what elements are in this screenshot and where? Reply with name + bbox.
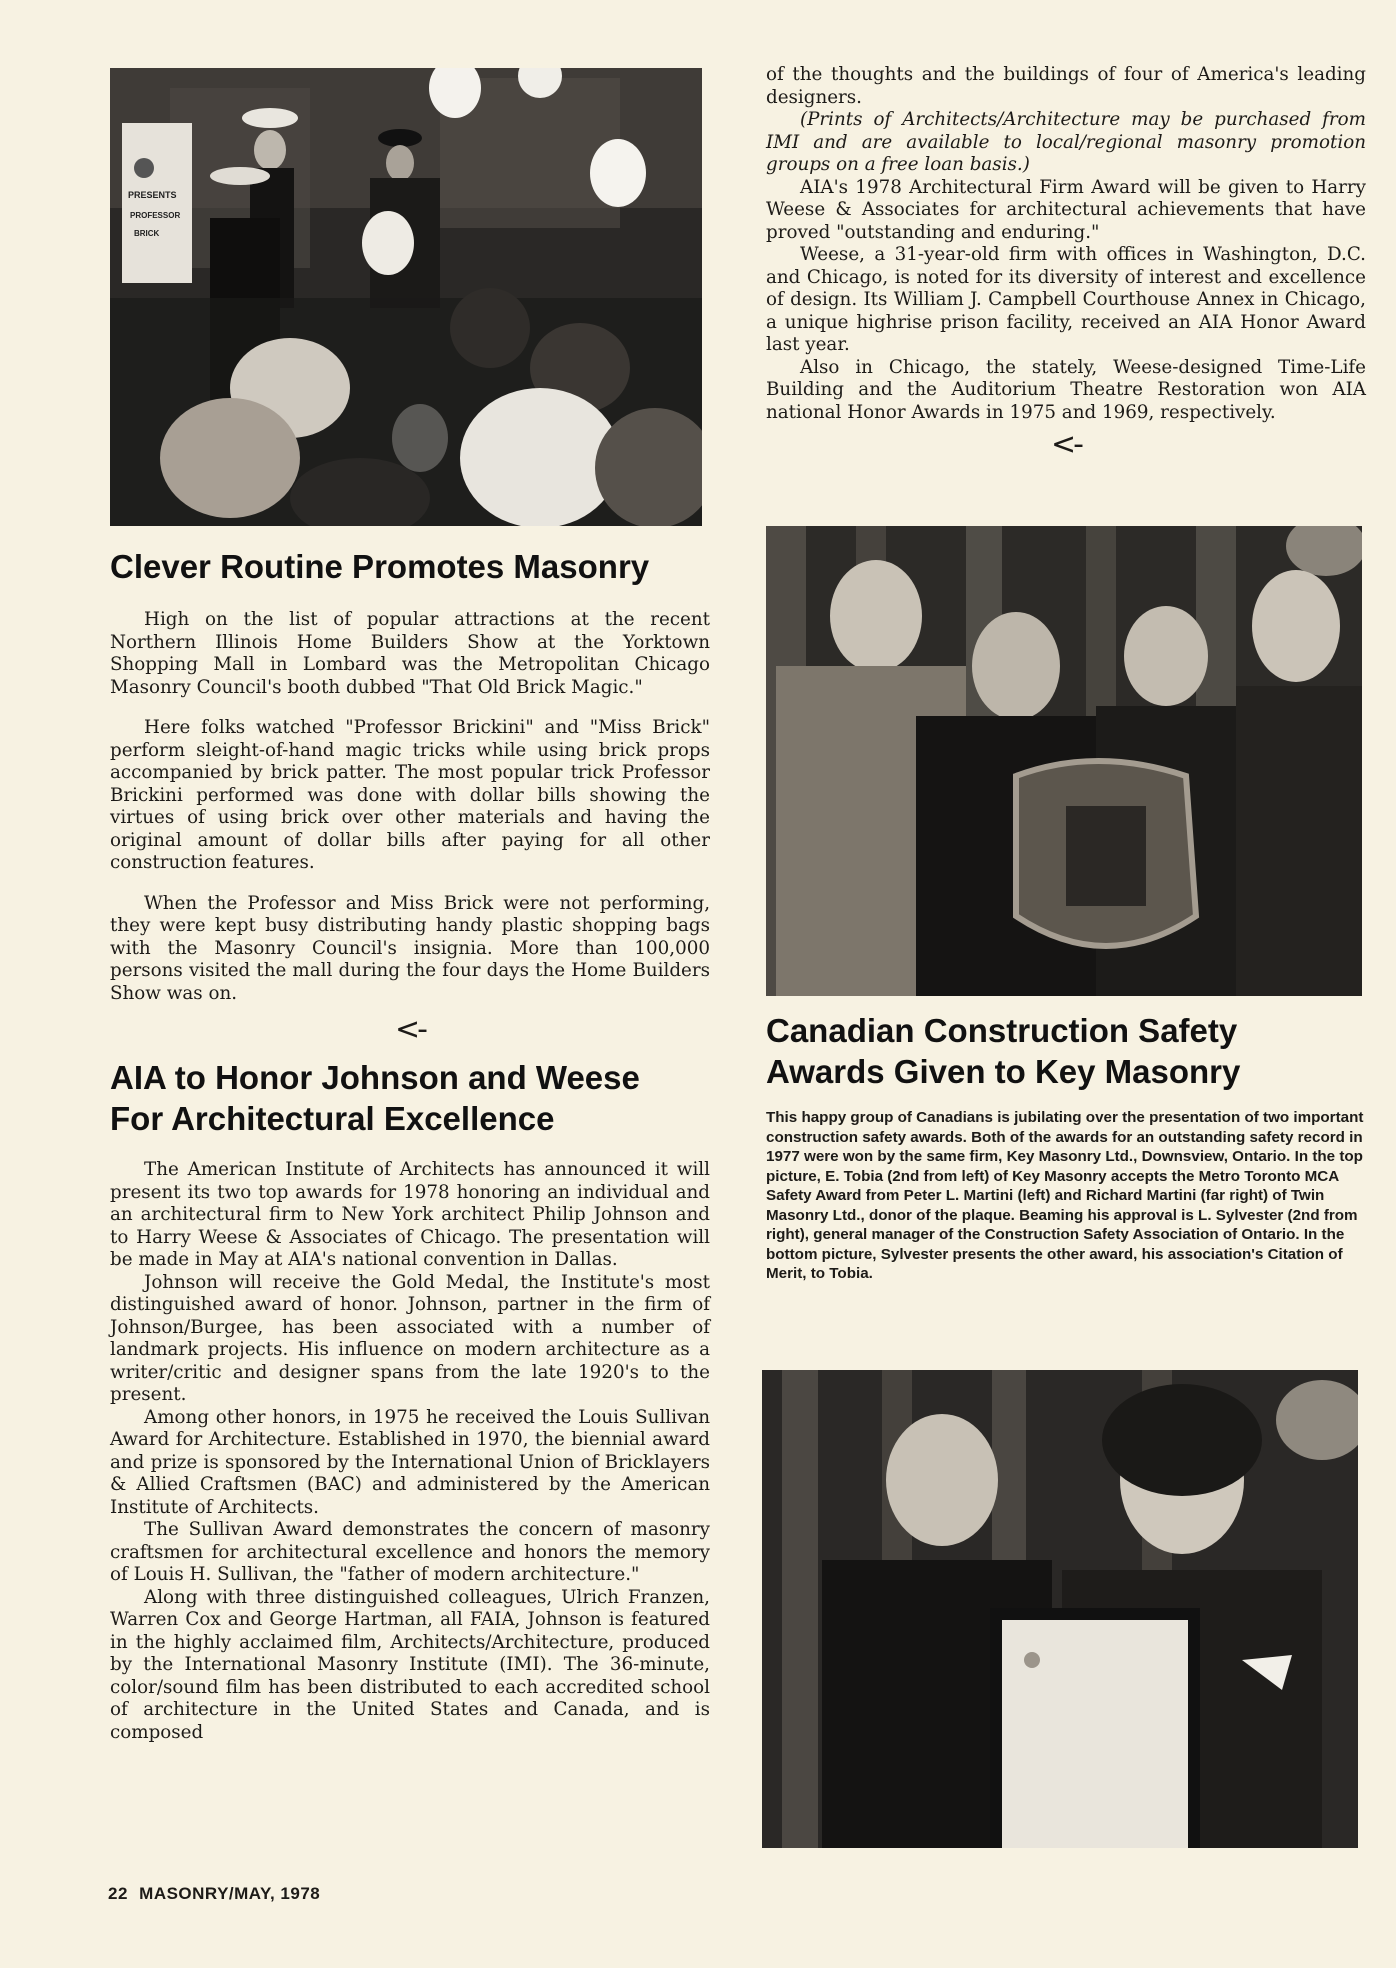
sign-line-2: PROFESSOR — [130, 211, 181, 220]
article2-paragraph-5: Along with three distinguished colleagues, Ulrich Franzen, Warren Cox and George Hartman, all FAIA, Johnson is featured in the highly acclaimed film, Architects/Architecture, produced by the International Masonry Institute (IMI). The 36-minute, color/sound film has been distributed to each accredited school of architecture in the United States and Canada, and is composed — [110, 1586, 710, 1743]
article2-paragraph-3: Among other honors, in 1975 he received the Louis Sullivan Award for Architecture. Established in 1970, the biennial award and prize is sponsored by the International Union of Bricklayers & Allied Craftsmen (BAC) and administered by the American Institute of Architects. — [110, 1406, 710, 1518]
right-column-top — [766, 64, 1366, 460]
publication-line: MASONRY/MAY, 1978 — [139, 1884, 321, 1903]
article2-paragraph-1: The American Institute of Architects has announced it will present its two top awards for 1978 honoring an individual and an architectural firm to New York architect Philip Johnson and to Harry Weese & Associates of Chicago. The presentation will be made in May at AIA's national convention in Dallas. — [110, 1159, 710, 1270]
article3-caption: This happy group of Canadians is jubilating over the presentation of two important construction safety awards. Both of the awards for an outstanding safety record in 1977 were won by the same firm, Key Masonry Ltd., Downsview, Ontario. In the top picture, E. Tobia (2nd from left) of Key Masonry accepts the Metro Toronto MCA Safety Award from Peter L. Martini (left) and Richard Martini (far right) of Twin Masonry Ltd., donor of the plaque. Beaming his approval is L. Sylvester (2nd from right), general manager of the Construction Safety Association of Ontario. In the bottom picture, Sylvester presents the other award, his association's Citation of Merit, to Tobia. — [766, 1109, 1364, 1282]
left-column — [110, 546, 710, 1744]
article1-headline: Clever Routine Promotes Masonry — [110, 548, 650, 585]
page-number: 22 — [108, 1884, 128, 1903]
magic-show-photo — [110, 68, 702, 526]
article2-right-paragraph-2: Weese, a 31-year-old firm with offices in Washington, D.C. and Chicago, is noted for its diversity of interest and excellence of design. Its William J. Campbell Courthouse Annex in Chicago, a unique highrise prison facility, received an AIA Honor Award last year. — [766, 244, 1366, 355]
article2-note: (Prints of Architects/Architecture may be purchased from IMI and are available to local/regional masonry promotion groups on a free loan basis.) — [766, 109, 1366, 175]
article2-headline-line1: AIA to Honor Johnson and Weese — [110, 1059, 640, 1096]
article2-right-paragraph-1: AIA's 1978 Architectural Firm Award will be given to Harry Weese & Associates for architectural achievements that have proved "outstanding and enduring." — [766, 176, 1366, 243]
section-divider-1: <- — [395, 1012, 425, 1047]
right-column-middle — [766, 1010, 1366, 1284]
sign-line-3: BRICK — [134, 229, 160, 238]
article3-headline-line2: Awards Given to Key Masonry — [766, 1053, 1241, 1090]
page-footer — [108, 1884, 320, 1904]
safety-award-plaque-photo — [766, 526, 1362, 996]
sign-line-1: PRESENTS — [128, 190, 177, 200]
section-divider-2: <- — [1051, 427, 1081, 462]
article1-paragraph-3: When the Professor and Miss Brick were not performing, they were kept busy distributing handy plastic shopping bags with the Masonry Council's insignia. More than 100,000 persons visited the mall during the four days the Home Builders Show was on. — [110, 892, 710, 1004]
article2-paragraph-4: The Sullivan Award demonstrates the concern of masonry craftsmen for architectural excellence and honors the memory of Louis H. Sullivan, the "father of modern architecture." — [110, 1519, 710, 1585]
citation-of-merit-photo — [762, 1370, 1358, 1848]
article1-paragraph-2: Here folks watched "Professor Brickini" and "Miss Brick" perform sleight-of-hand magic tricks while using brick props accompanied by brick patter. The most popular trick Professor Brickini performed was done with dollar bills showing the virtues of using brick over other materials and having the original amount of dollar bills after paying for all other construction features. — [110, 717, 710, 873]
article2-headline-line2: For Architectural Excellence — [110, 1100, 555, 1137]
article2-paragraph-2: Johnson will receive the Gold Medal, the Institute's most distinguished award of honor. Johnson, partner in the firm of Johnson/Burgee, has been associated with a number of landmark projects. His influence on modern architecture as a writer/critic and designer spans from the late 1920's to the present. — [110, 1271, 710, 1405]
article2-right-paragraph-3: Also in Chicago, the stately, Weese-designed Time-Life Building and the Auditorium Theatre Restoration won AIA national Honor Awards in 1975 and 1969, respectively. — [766, 356, 1366, 423]
article1-paragraph-1: High on the list of popular attractions at the recent Northern Illinois Home Builders Show at the Yorktown Shopping Mall in Lombard was the Metropolitan Chicago Masonry Council's booth dubbed "That Old Brick Magic." — [110, 609, 710, 698]
article2-continuation: of the thoughts and the buildings of four of America's leading designers. — [766, 64, 1366, 108]
article3-headline-line1: Canadian Construction Safety — [766, 1012, 1238, 1049]
